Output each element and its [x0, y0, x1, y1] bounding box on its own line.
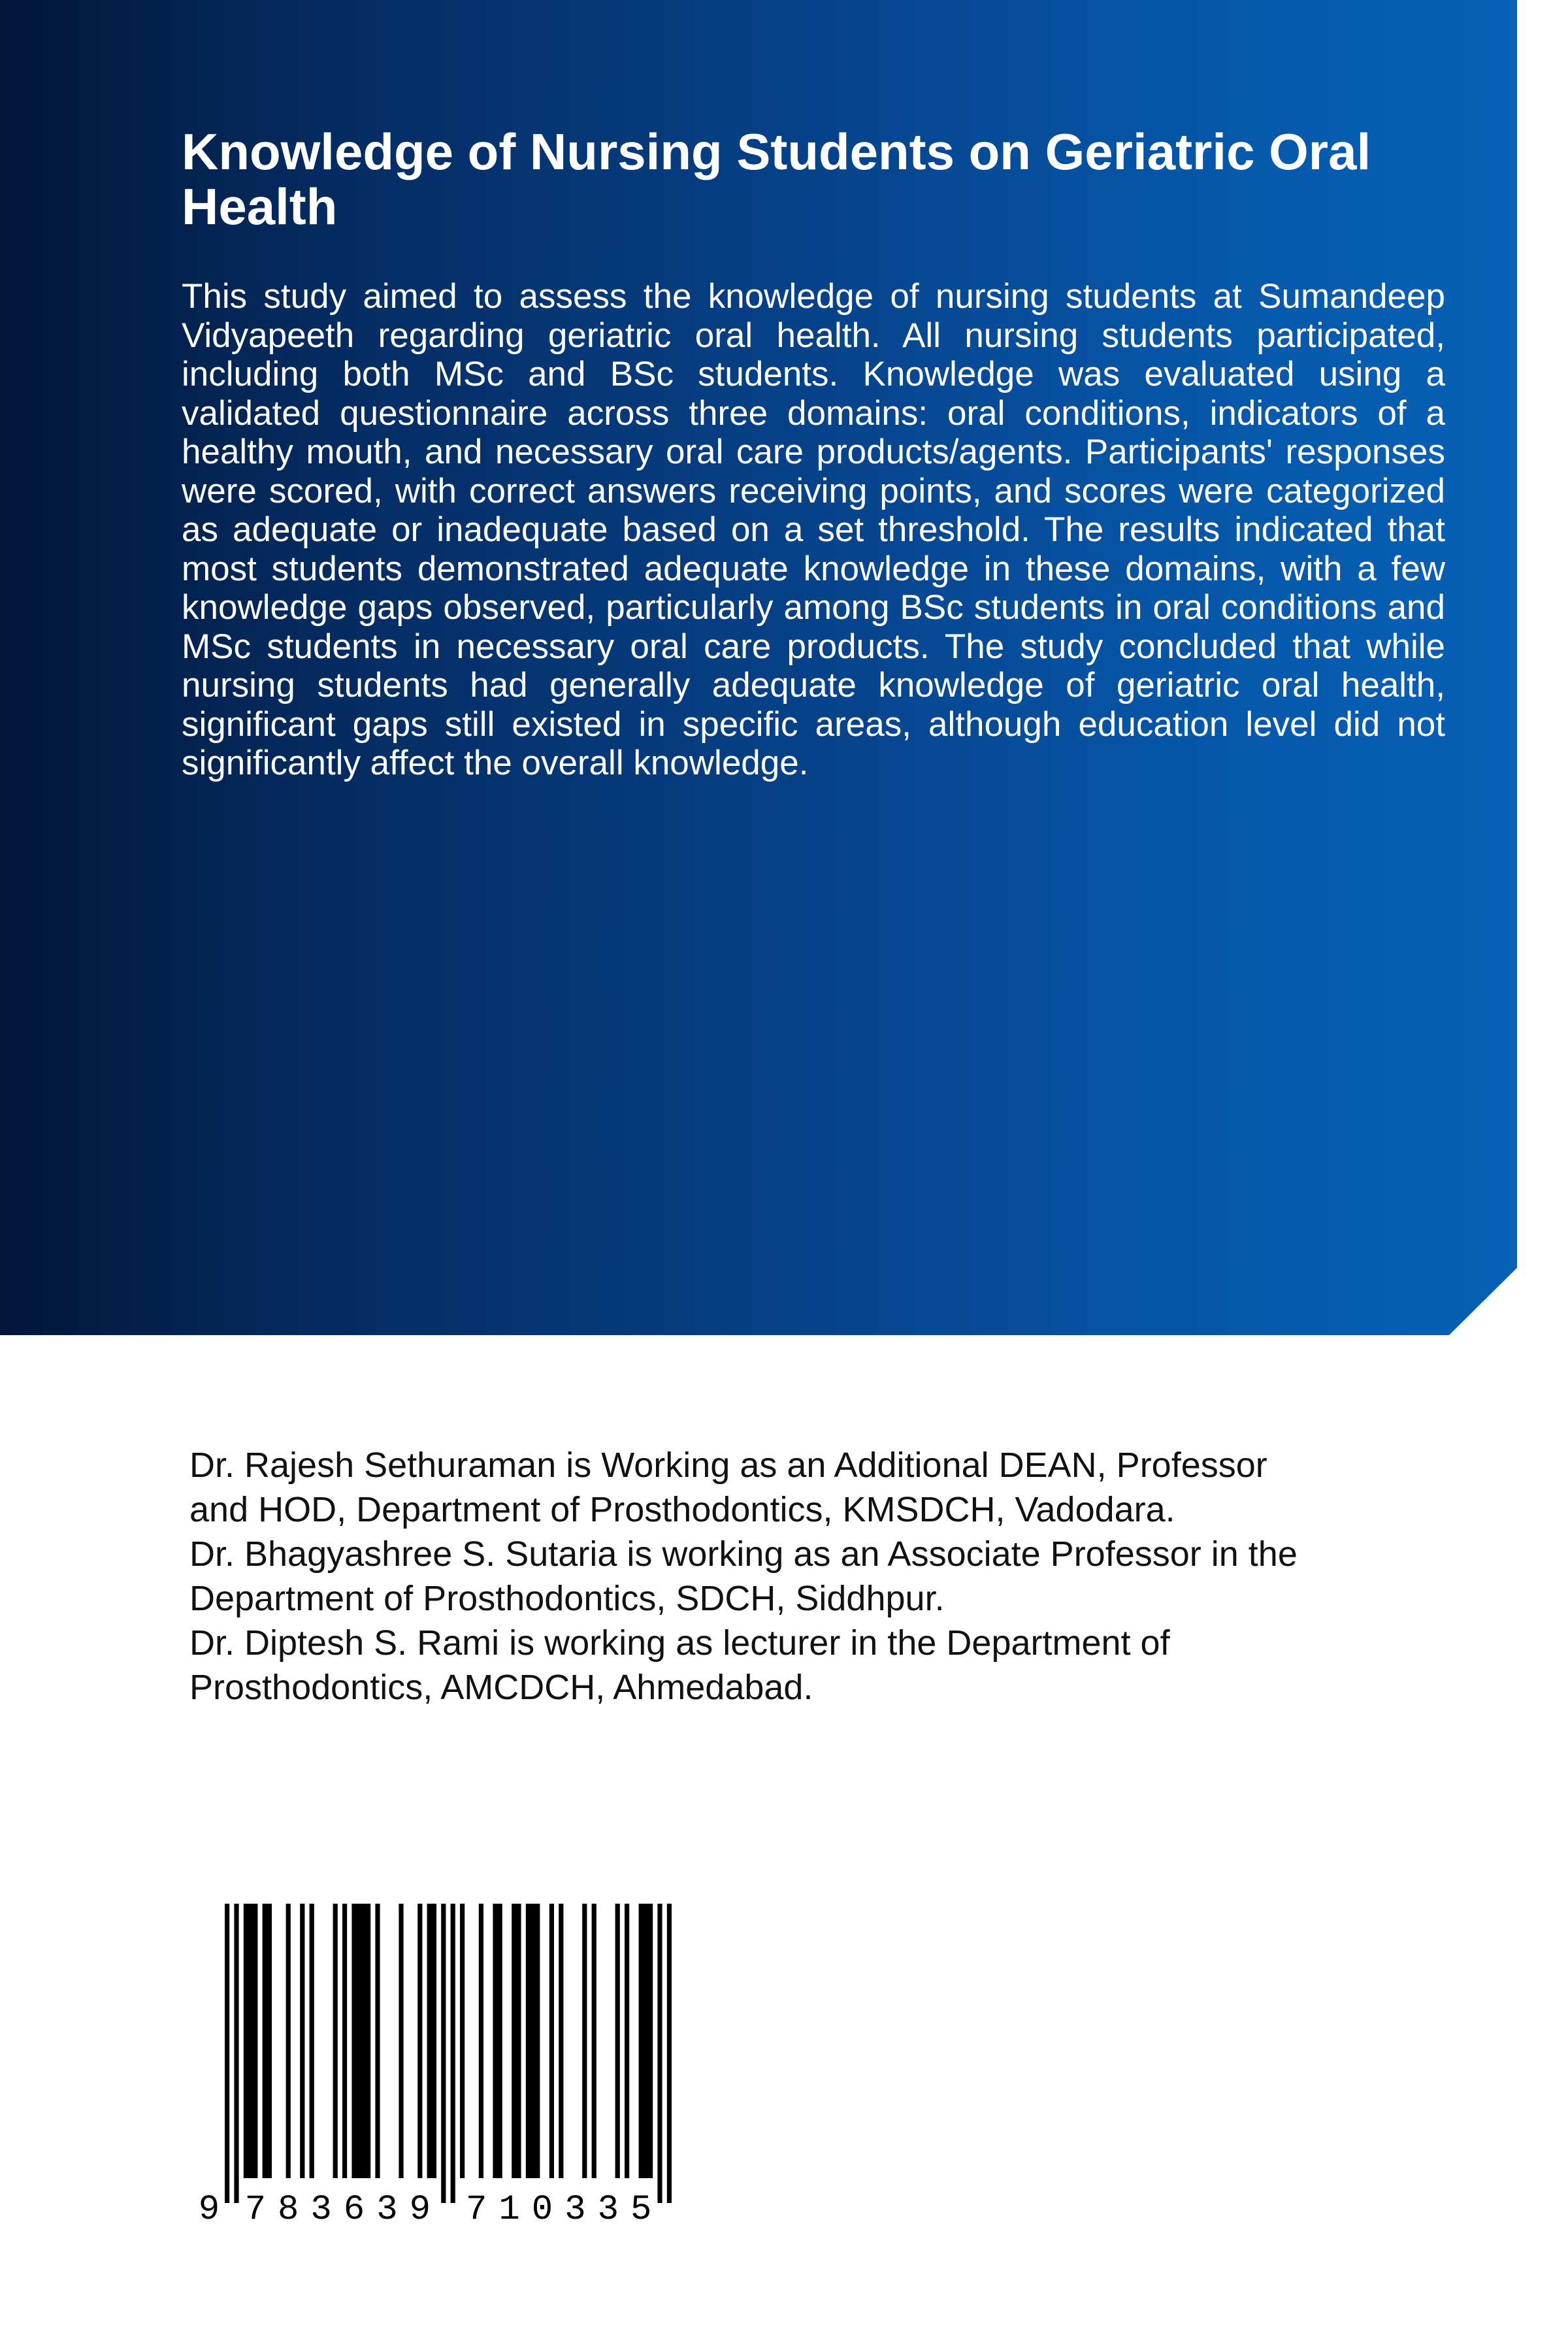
barcode-bar [639, 1904, 653, 2178]
barcode-bar [512, 1904, 521, 2178]
barcode-bar [582, 1904, 587, 2178]
barcode-digit: 3 [376, 2190, 398, 2230]
barcode-digit: 5 [630, 2190, 652, 2230]
barcode-bar [625, 1904, 629, 2178]
barcode-bar [667, 1904, 672, 2203]
barcode-digit: 0 [531, 2190, 553, 2230]
barcode-bar [479, 1904, 483, 2178]
barcode-digit: 9 [409, 2190, 431, 2230]
barcode-bar [657, 1904, 662, 2203]
barcode-bar [399, 1904, 403, 2178]
barcode-digit: 1 [498, 2190, 520, 2230]
barcode-bar [549, 1904, 554, 2178]
author-bio-sethuraman: Dr. Rajesh Sethuraman is Working as an Additional DEAN, Professor and HOD, Department of Prosthodontics, KMSDCH, Vadodara. [189, 1446, 1267, 1529]
barcode-bar [286, 1904, 291, 2178]
barcode-digit: 3 [310, 2190, 332, 2230]
barcode-bar [244, 1904, 258, 2178]
barcode-bar [375, 1904, 380, 2178]
barcode-bar [559, 1904, 563, 2178]
barcode-bar [225, 1904, 229, 2203]
barcode-bar [441, 1904, 446, 2203]
book-title: Knowledge of Nursing Students on Geriatric Oral Health [182, 123, 1371, 235]
barcode-bar [592, 1904, 596, 2178]
barcode-bar [460, 1904, 465, 2178]
barcode-bar [526, 1904, 540, 2178]
barcode-bar [427, 1904, 436, 2178]
barcode-digit: 7 [244, 2190, 267, 2230]
barcode-bar [451, 1904, 455, 2203]
author-bio-rami: Dr. Diptesh S. Rami is working as lecturer in the Department of Prosthodontics, AMCDCH, Ahmedabad. [189, 1623, 1170, 1707]
barcode-bar [351, 1904, 370, 2178]
barcode-digit: 6 [343, 2190, 365, 2230]
barcode-digit: 3 [597, 2190, 619, 2230]
barcode-graphic [193, 1898, 749, 2238]
author-bios [189, 1443, 1470, 1710]
barcode-bar [615, 1904, 620, 2178]
barcode-bar [342, 1904, 347, 2178]
barcode-bar [493, 1904, 502, 2178]
barcode-bar [234, 1904, 238, 2203]
barcode-bar [333, 1904, 338, 2178]
barcode-bar [417, 1904, 422, 2178]
barcode-digit: 9 [198, 2190, 220, 2230]
barcode-digit: 8 [277, 2190, 299, 2230]
barcode-bar [263, 1904, 272, 2178]
isbn-barcode [193, 1898, 749, 2238]
barcode-bar [310, 1904, 314, 2178]
barcode-bar [300, 1904, 304, 2178]
book-abstract: This study aimed to assess the knowledge of nursing students at Sumandeep Vidyapeeth regarding geriatric oral health. All nursing students participated, including both MSc and BSc students. Knowledge was evaluated using a validated questionnaire across three domains: oral conditions, indicators of a healthy mouth, and necessary oral care products/agents. Participants' responses were scored, with correct answers receiving points, and scores were categorized as adequate or inadequate based on a set threshold. The results indicated that most students demonstrated adequate knowledge in these domains, with a few knowledge gaps observed, particularly among BSc students in oral conditions and MSc students in necessary oral care products. The study concluded that while nursing students had generally adequate knowledge of geriatric oral health, significant gaps still existed in specific areas, although education level did not significantly affect the overall knowledge. [182, 277, 1445, 782]
author-bio-sutaria: Dr. Bhagyashree S. Sutaria is working as an Associate Professor in the Department of Prosthodontics, SDCH, Siddhpur. [189, 1534, 1298, 1618]
barcode-digit: 3 [564, 2190, 586, 2230]
barcode-digit: 7 [465, 2190, 487, 2230]
